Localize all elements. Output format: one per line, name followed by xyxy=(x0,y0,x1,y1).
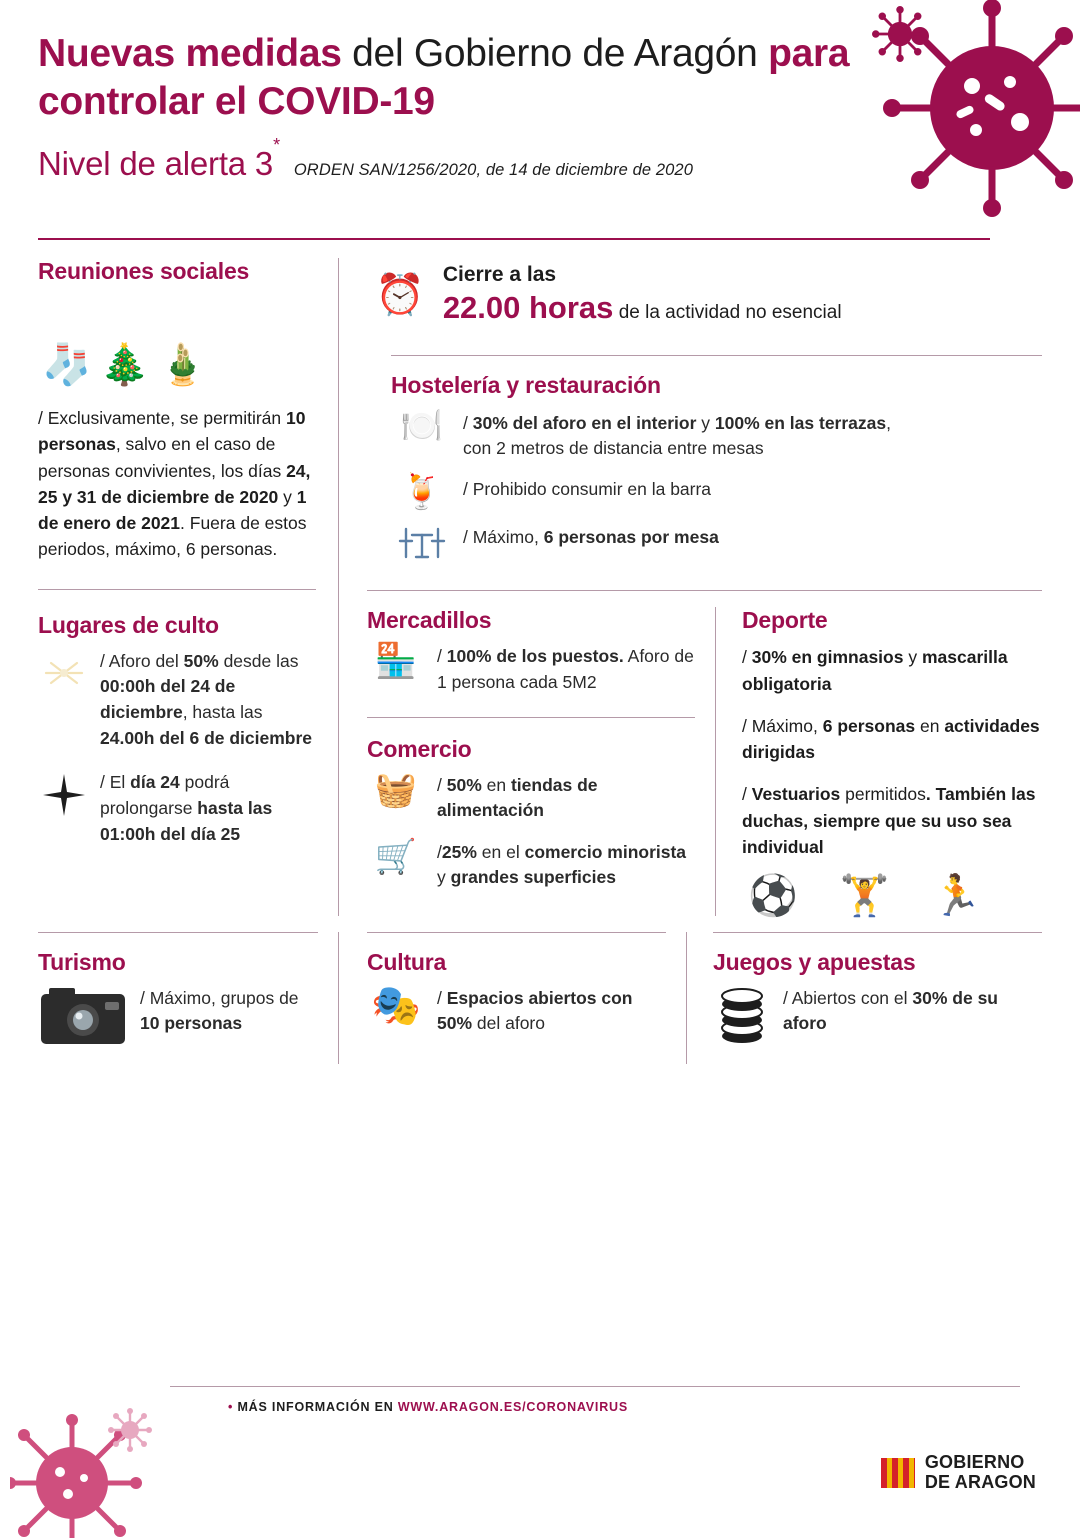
soccer-ball-icon: ⚽ xyxy=(748,874,798,919)
footer-url[interactable]: WWW.ARAGON.ES/CORONAVIRUS xyxy=(397,1400,628,1414)
culto1d: 00:00h del 24 de diciembre xyxy=(100,676,236,723)
casino-chips-icon xyxy=(713,986,771,1046)
table-chairs-icon xyxy=(395,523,449,568)
christmas-stocking-icon: 🧦 xyxy=(42,343,92,387)
com2d: comercio minorista xyxy=(524,841,687,862)
dep3e: duchas, siempre que su uso sea individual xyxy=(742,810,1012,857)
social-b3: 1 de enero de 2021 xyxy=(38,486,307,533)
section-heading-deporte: Deporte xyxy=(742,607,828,634)
social-t2: , salvo en el caso de personas convivientes, los días xyxy=(38,434,287,481)
hos3a: / Máximo, xyxy=(463,527,544,548)
orden-reference: ORDEN SAN/1256/2020, de 14 de diciembre de 2020 xyxy=(293,160,693,179)
culto-item-2 xyxy=(38,770,316,848)
gobierno-logo-text xyxy=(925,1453,1036,1492)
hosteleria-item-2 xyxy=(395,473,1042,512)
title-part-1: Nuevas medidas xyxy=(38,32,342,75)
mercadillos-comercio-column xyxy=(367,607,715,916)
cul-a: / xyxy=(437,988,447,1009)
com1b: 50% xyxy=(446,775,482,796)
com2a: / xyxy=(437,841,442,862)
social-b1: 10 personas xyxy=(38,408,306,455)
tur-a: / Máximo, grupos de xyxy=(140,988,299,1009)
coronavirus-small-icon xyxy=(872,6,928,62)
gobierno-de-aragon-logo xyxy=(881,1453,1036,1492)
alert-level xyxy=(38,134,280,183)
hos1f: con 2 metros de distancia entre mesas xyxy=(463,437,764,458)
jue-a: / Abiertos con el xyxy=(783,988,913,1009)
dep1d: mascarilla obligatoria xyxy=(742,647,1008,694)
right-divider-2 xyxy=(367,590,1042,591)
closing-hours-row xyxy=(367,258,1042,345)
merca-b: 100% de los puestos. xyxy=(446,646,624,667)
turismo-divider xyxy=(38,932,318,933)
com1d: tiendas de alimentación xyxy=(437,775,598,821)
merca-a: / xyxy=(437,646,447,667)
dep3b: Vestuarios xyxy=(751,784,841,805)
christmas-tree-icon: 🎄 xyxy=(99,343,150,387)
social-t4: . Fuera de estos periodos, máximo, 6 personas. xyxy=(38,513,307,560)
title-part-2: del Gobierno de Aragón xyxy=(341,32,769,75)
section-heading-hosteleria: Hostelería y restauración xyxy=(391,371,661,398)
cultura-column xyxy=(338,932,686,1064)
culto1a: / Aforo del xyxy=(100,650,184,671)
star-icon xyxy=(38,770,90,848)
dep2d: actividades dirigidas xyxy=(742,715,1040,763)
section-heading-comercio: Comercio xyxy=(367,736,472,763)
hos1e: , xyxy=(886,412,891,433)
com1c: en xyxy=(481,775,511,796)
footer xyxy=(0,1368,1080,1528)
hos1a: / xyxy=(463,412,473,433)
footer-divider xyxy=(170,1386,1020,1387)
turismo-text xyxy=(140,986,318,1037)
hos1c: y xyxy=(696,412,715,433)
section-heading-juegos: Juegos y apuestas xyxy=(713,949,916,976)
christmas-bauble-icon: 🎍 xyxy=(157,343,208,387)
dep1a: / xyxy=(742,647,752,668)
tur-b: 10 personas xyxy=(140,1013,243,1034)
culto2a: / El xyxy=(100,772,131,793)
cultura-text xyxy=(437,986,666,1037)
title-part-3: para controlar el COVID-19 xyxy=(38,32,850,124)
deporte-item-1 xyxy=(742,644,1042,697)
jue-b: 30% de su aforo xyxy=(783,988,998,1034)
comercio-item-2 xyxy=(367,837,695,891)
closing-hours-text xyxy=(443,262,842,329)
page-title xyxy=(38,30,868,127)
light-rays-icon xyxy=(38,649,90,753)
com1a: / xyxy=(437,775,447,796)
dep3a: / xyxy=(742,784,752,805)
culto1c: desde las xyxy=(218,650,299,671)
camera-icon xyxy=(38,986,128,1048)
juegos-item xyxy=(713,986,1042,1046)
cultura-item xyxy=(367,986,666,1037)
cocktail-icon: 🍹 xyxy=(400,473,444,512)
dep2b: 6 personas xyxy=(822,715,916,736)
mercadillos-text xyxy=(437,644,695,695)
hos3b: 6 personas por mesa xyxy=(543,527,719,548)
cul-b: Espacios abiertos con 50% xyxy=(437,988,633,1034)
com2b: 25% xyxy=(441,841,477,862)
christmas-icons xyxy=(42,299,316,385)
hos1b: 30% del aforo en el interior xyxy=(472,412,697,433)
section-heading-turismo: Turismo xyxy=(38,949,126,976)
cultura-divider xyxy=(367,932,666,933)
left-divider-1 xyxy=(38,589,316,590)
gobierno-line-1: GOBIERNO xyxy=(924,1452,1025,1473)
right-divider-1 xyxy=(391,355,1042,356)
section-heading-mercadillos: Mercadillos xyxy=(367,607,492,634)
deporte-column xyxy=(715,607,1042,919)
footer-more-info xyxy=(228,1400,628,1414)
main-content xyxy=(0,240,1080,919)
hosteleria-item-1 xyxy=(395,406,1042,462)
aragon-flag-icon xyxy=(881,1458,915,1488)
juegos-column xyxy=(686,932,1042,1064)
com2c: en el xyxy=(476,841,525,862)
hosteleria-item-2-text: / Prohibido consumir en la barra xyxy=(463,479,712,500)
deporte-item-2 xyxy=(742,713,1042,766)
closing-hours-rest: de la actividad no esencial xyxy=(613,302,842,324)
com2f: grandes superficies xyxy=(450,867,616,888)
hos1d: 100% en las terrazas xyxy=(714,412,887,433)
header xyxy=(0,0,1080,240)
running-icon: 🏃 xyxy=(931,874,982,919)
dep3d: . También las xyxy=(925,784,1036,805)
weightlifting-icon: 🏋️ xyxy=(839,874,890,919)
theatre-masks-icon: 🎭 xyxy=(371,984,421,1029)
alert-level-asterisk: * xyxy=(273,134,280,155)
social-b2: 24, 25 y 31 de diciembre de 2020 xyxy=(38,460,311,507)
gobierno-line-2: DE ARAGON xyxy=(924,1471,1036,1492)
dep3c: permitidos xyxy=(840,784,926,805)
culto1b: 50% xyxy=(183,650,219,671)
bottom-band xyxy=(0,932,1080,1064)
comercio-item-2-text xyxy=(437,840,695,891)
sport-icons xyxy=(748,874,1042,919)
market-stall-icon: 🏪 xyxy=(374,642,418,681)
coronavirus-footer-small-icon xyxy=(108,1408,152,1452)
culto2c: podrá prolongarse xyxy=(100,772,230,818)
hosteleria-item-1-text xyxy=(463,409,891,462)
hosteleria-item-3 xyxy=(395,523,1042,568)
turismo-column xyxy=(38,932,338,1064)
culto2b: día 24 xyxy=(130,772,180,793)
section-heading-reuniones-sociales: Reuniones sociales xyxy=(38,258,250,284)
serving-dish-icon: 🍽️ xyxy=(400,406,444,445)
culto-item-1-text xyxy=(100,649,316,753)
hosteleria-item-3-text xyxy=(463,523,719,550)
comercio-item-1 xyxy=(367,773,695,824)
dep2c: en xyxy=(915,715,945,736)
shopping-cart-icon: 🛒 xyxy=(374,837,418,876)
culto2d: hasta las 01:00h del día 25 xyxy=(100,797,273,844)
culto1f: 24.00h del 6 de diciembre xyxy=(100,728,313,749)
alarm-clock-icon: ⏰ xyxy=(375,273,425,318)
alert-level-text: Nivel de alerta 3 xyxy=(38,144,274,182)
juegos-text xyxy=(783,986,1042,1037)
closing-hours-value: 22.00 horas xyxy=(442,290,614,326)
comercio-item-1-text xyxy=(437,773,695,824)
dep2a: / Máximo, xyxy=(742,715,823,736)
footer-info-label: MÁS INFORMACIÓN EN xyxy=(237,1400,398,1414)
social-t1: / Exclusivamente, se permitirán xyxy=(38,408,287,428)
middle-band xyxy=(367,607,1042,919)
com2e: y xyxy=(437,867,451,888)
right-column xyxy=(338,258,1042,919)
cul-c: del aforo xyxy=(472,1013,545,1034)
social-t3: y xyxy=(278,486,297,507)
culto1e: , hasta las xyxy=(182,702,263,723)
turismo-item xyxy=(38,986,318,1048)
culto-item-1 xyxy=(38,649,316,753)
juegos-divider xyxy=(713,932,1042,933)
dep1b: 30% en gimnasios xyxy=(751,647,904,668)
culto-item-2-text xyxy=(100,770,316,848)
section-heading-lugares-de-culto: Lugares de culto xyxy=(38,611,219,638)
deporte-item-3 xyxy=(742,781,1042,860)
grocery-basket-icon: 🧺 xyxy=(374,771,418,810)
dep1c: y xyxy=(903,647,922,668)
section-heading-cultura: Cultura xyxy=(367,949,447,976)
merca-c: Aforo de 1 persona cada 5M2 xyxy=(437,646,694,692)
mercadillos-item xyxy=(367,644,695,695)
reuniones-sociales-text xyxy=(38,405,316,563)
mercadillos-divider xyxy=(367,717,695,718)
left-column xyxy=(38,258,338,916)
closing-label: Cierre a las xyxy=(442,263,557,286)
footer-bullet: • xyxy=(228,1400,234,1414)
